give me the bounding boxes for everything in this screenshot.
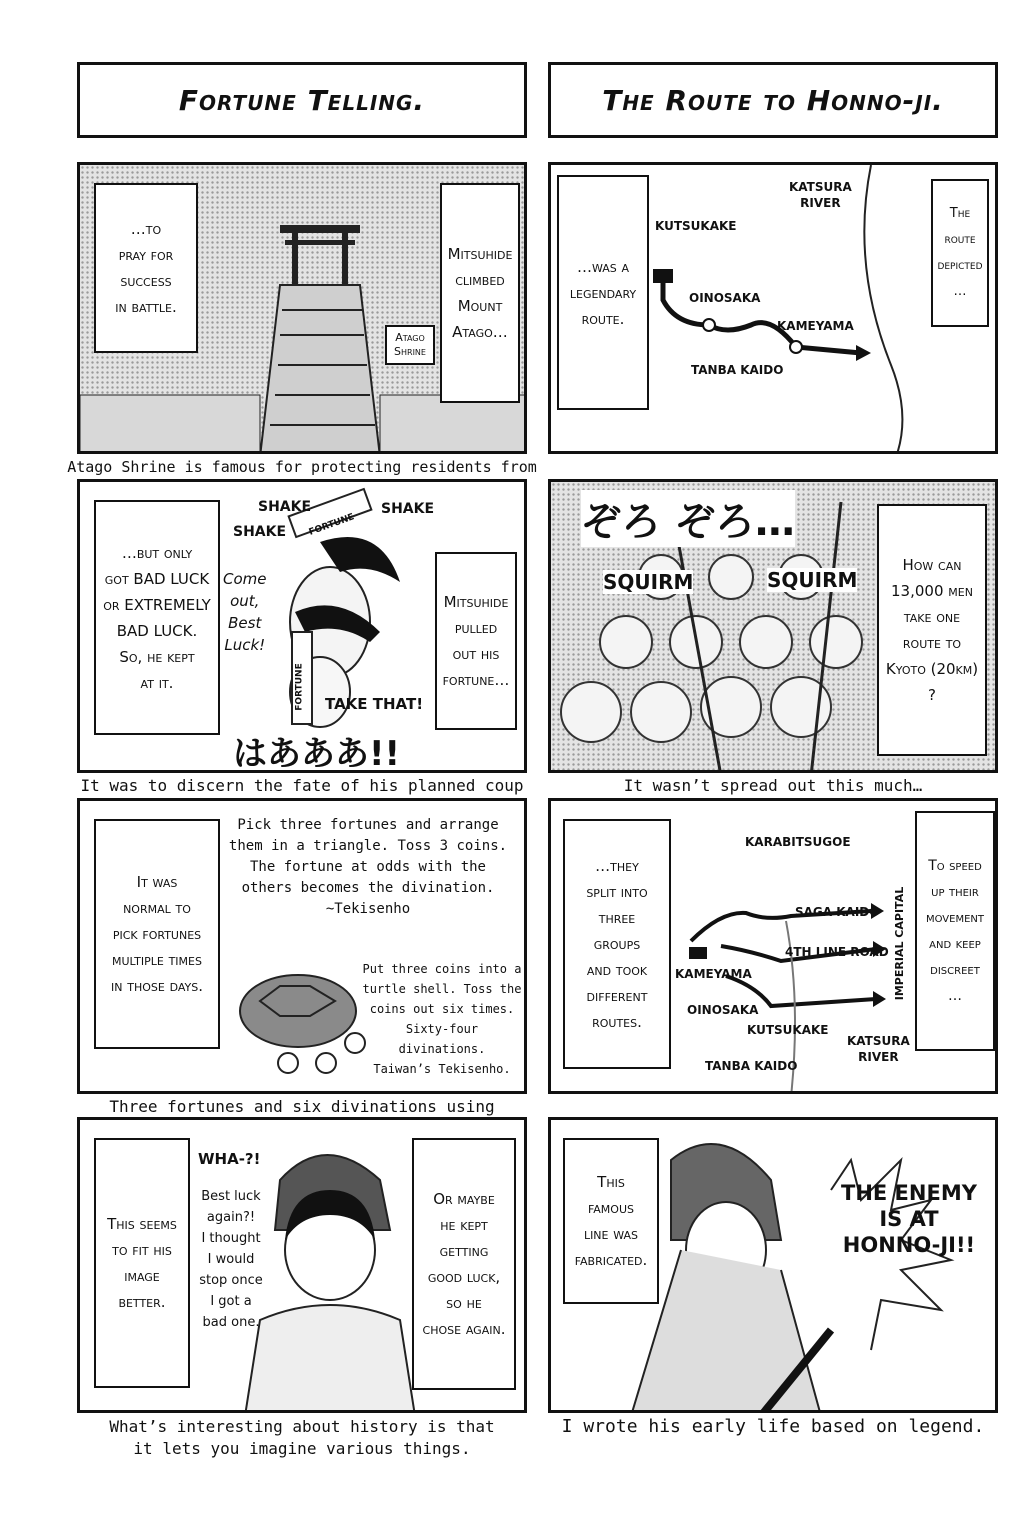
map-imperial: IMPERIAL CAPITAL xyxy=(893,886,907,1001)
sfx-shake-3: SHAKE xyxy=(381,501,435,517)
enemy-shout: THE ENEMY IS AT HONNO-JI!! xyxy=(841,1181,977,1257)
map-tanba-2: TANBA KAIDO xyxy=(705,1059,798,1073)
map-kutsukake: KUTSUKAKE xyxy=(655,219,737,233)
map-katsura: KATSURA RIVER xyxy=(789,180,852,210)
map-oinosaka-2: OINOSAKA xyxy=(687,1003,759,1017)
left-2-right-text: Mitsuhide pulled out his fortune… xyxy=(435,552,517,730)
left-4-caption: What’s interesting about history is that it lets you imagine various things. xyxy=(109,1417,495,1458)
left-4-speech: Best luck again?! I thought I would stop once I got a bad one. xyxy=(199,1189,263,1330)
tekisenho-note: Pick three fortunes and arrange them in a triangle. Toss 3 coins. The fortune at odds with the others becomes the divination. ~Tekisenho xyxy=(228,817,508,917)
left-2-caption: It was to discern the fate of his planned coup xyxy=(80,776,524,795)
panel-right-3 xyxy=(548,798,998,1094)
right-title: The Route to Honno-ji. xyxy=(602,83,944,117)
right-1-left-text: …was a legendary route. xyxy=(557,175,649,410)
map-tanba: TANBA KAIDO xyxy=(691,363,784,377)
sfx-shake-2: SHAKE xyxy=(233,524,287,540)
left-1-right-text: Mitsuhide climbed Mount Atago… xyxy=(440,183,520,403)
right-title-box xyxy=(548,62,998,138)
panel-left-2 xyxy=(77,479,527,773)
sfx-haa: はあああ!! xyxy=(233,734,401,773)
panel-right-2 xyxy=(548,479,998,773)
map-kutsukake-2: KUTSUKAKE xyxy=(747,1023,829,1037)
left-1-left-text: …to pray for success in battle. xyxy=(94,183,198,353)
left-4-exclaim: WHA-?! xyxy=(198,1150,261,1168)
right-2-right-text: How can 13,000 men take one route to Kyoto (20km) ? xyxy=(877,504,987,756)
panel-left-4 xyxy=(77,1117,527,1413)
sfx-squirm-1: SQUIRM xyxy=(603,570,694,594)
sfx-take-that: TAKE THAT! xyxy=(325,695,424,713)
map-oinosaka: OINOSAKA xyxy=(689,291,761,305)
right-4-caption: I wrote his early life based on legend. xyxy=(561,1416,985,1437)
fortune-box-label-2: FORTUNE xyxy=(294,663,305,711)
map-fourth-line: 4TH LINE ROAD xyxy=(785,945,889,959)
left-title-box xyxy=(77,62,527,138)
panel-right-1 xyxy=(548,162,998,454)
map-kameyama-2: KAMEYAMA xyxy=(675,967,752,981)
sfx-squirm-2: SQUIRM xyxy=(767,568,858,592)
left-4-left-text: This seems to fit his image better. xyxy=(94,1138,190,1388)
left-2-speech: Come out, Best Luck! xyxy=(223,570,267,654)
panel-left-3 xyxy=(77,798,527,1094)
left-2-left-text: …but only got BAD LUCK or EXTREMELY BAD LUCK. So, he kept at it. xyxy=(94,500,220,735)
map-kameyama: KAMEYAMA xyxy=(777,319,854,333)
panel-left-1 xyxy=(77,162,527,454)
left-3-left-text: It was normal to pick fortunes multiple times in those days. xyxy=(94,819,220,1049)
panel-right-4 xyxy=(548,1117,998,1413)
sfx-shake-1: SHAKE xyxy=(258,499,312,515)
map-karabitsugoe: KARABITSUGOE xyxy=(745,835,851,849)
sfx-zoro: ぞろ ぞろ… xyxy=(581,490,795,547)
map-katsura-2: KATSURA RIVER xyxy=(847,1034,910,1064)
left-title: Fortune Telling. xyxy=(178,83,426,117)
shrine-sign: Atago Shrine xyxy=(385,325,435,365)
right-4-left-text: This famous line was fabricated. xyxy=(563,1138,659,1304)
left-3-caption: Three fortunes and six divinations using xyxy=(109,1097,495,1116)
right-1-right-text: The route depicted … xyxy=(931,179,989,327)
right-3-right-text: To speed up their movement and keep discreet … xyxy=(915,811,995,1051)
left-4-right-text: Or maybe he kept getting good luck, so he chose again. xyxy=(412,1138,516,1390)
right-3-left-text: …they split into three groups and took different routes. xyxy=(563,819,671,1069)
left-1-caption: Atago Shrine is famous for protecting residents from xyxy=(67,458,537,476)
taiwan-note: Put three coins into a turtle shell. Toss the coins out six times. Sixty-four divinations. Taiwan’s Tekisenho. xyxy=(362,962,522,1076)
fortune-box-label-1: FORTUNE xyxy=(307,512,356,538)
right-2-caption: It wasn’t spread out this much… xyxy=(623,776,923,795)
map-saga: SAGA KAIDO xyxy=(795,905,880,919)
